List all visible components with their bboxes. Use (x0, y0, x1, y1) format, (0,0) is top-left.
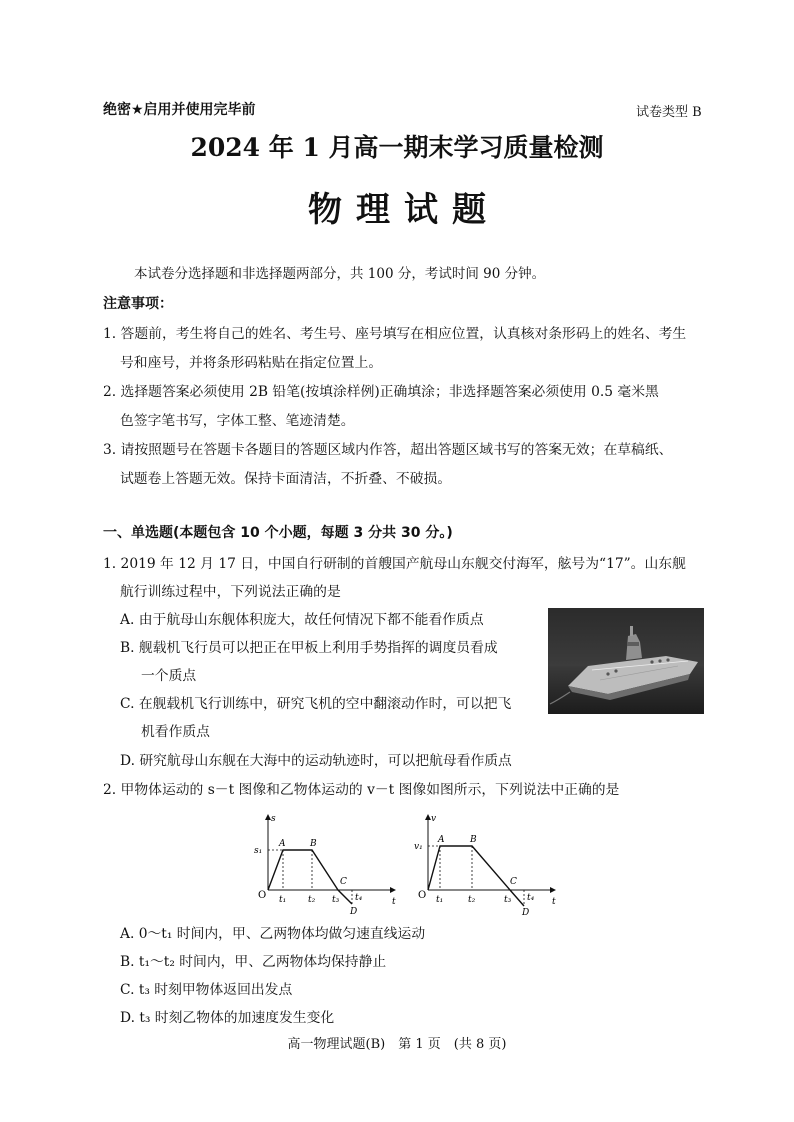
t-axis-label: t (392, 897, 396, 907)
secret-label: 绝密★启用并使用完毕前 (103, 102, 256, 118)
q2-option-d: D. t₃ 时刻乙物体的加速度发生变化 (120, 1010, 335, 1026)
point-c-label: C (340, 877, 347, 887)
v-t-graph (410, 812, 560, 916)
t4-tick-label: t₄ (527, 893, 535, 903)
notice-line: 号和座号，并将条形码粘贴在指定位置上。 (120, 355, 383, 371)
q2-stem: 2. 甲物体运动的 s－t 图像和乙物体运动的 v－t 图像如图所示，下列说法中正确的是 (103, 782, 620, 798)
t3-tick-label: t₃ (504, 895, 512, 905)
page-footer: 高一物理试题(B) 第 1 页 (共 8 页) (287, 1037, 507, 1052)
point-c-label: C (510, 877, 517, 887)
q1-option-b-cont: 一个质点 (141, 668, 197, 684)
exam-title: 2024 年 1 月高一期末学习质量检测 (190, 133, 604, 162)
q1-option-c-cont: 机看作质点 (141, 724, 210, 740)
v1-tick-label: v₁ (414, 842, 423, 852)
t4-tick-label: t₄ (355, 893, 363, 903)
point-a-label: A (438, 835, 445, 845)
s1-tick-label: s₁ (254, 846, 263, 856)
t2-tick-label: t₂ (468, 895, 476, 905)
q1-option-d: D. 研究航母山东舰在大海中的运动轨迹时，可以把航母看作质点 (120, 753, 512, 769)
t3-tick-label: t₃ (332, 895, 340, 905)
origin-label: O (418, 890, 427, 901)
t2-tick-label: t₂ (308, 895, 316, 905)
q1-stem: 1. 2019 年 12 月 17 日，中国自行研制的首艘国产航母山东舰交付海军，舷号为“17”。山东舰 (103, 556, 686, 572)
point-b-label: B (470, 835, 477, 845)
notice-line: 2. 选择题答案必须使用 2B 铅笔(按填涂样例)正确填涂；非选择题答案必须使用 0.5 毫米黑 (103, 384, 659, 400)
notice-line: 色签字笔书写，字体工整、笔迹清楚。 (120, 413, 355, 429)
q2-option-a: A. 0～t₁ 时间内，甲、乙两物体均做匀速直线运动 (120, 926, 426, 942)
v-axis-label: v (431, 814, 437, 824)
notice-heading: 注意事项： (103, 296, 173, 312)
aircraft-carrier-photo (548, 608, 704, 714)
q2-option-c: C. t₃ 时刻甲物体返回出发点 (120, 982, 293, 998)
q1-option-a: A. 由于航母山东舰体积庞大，故任何情况下都不能看作质点 (120, 612, 484, 628)
subject-title: 物理试题 (308, 190, 500, 230)
q1-stem: 航行训练过程中，下列说法正确的是 (120, 584, 341, 600)
q1-option-c: C. 在舰载机飞行训练中，研究飞机的空中翻滚动作时，可以把飞 (120, 696, 512, 712)
notice-line: 1. 答题前，考生将自己的姓名、考生号、座号填写在相应位置，认真核对条形码上的姓名、考生 (103, 326, 687, 342)
t-axis-label: t (552, 897, 556, 907)
s-axis-label: s (271, 814, 276, 824)
paper-type-label: 试卷类型 B (636, 105, 702, 120)
q2-option-b: B. t₁～t₂ 时间内，甲、乙两物体均保持静止 (120, 954, 387, 970)
notice-line: 试题卷上答题无效。保持卡面清洁，不折叠、不破损。 (120, 471, 452, 487)
q1-option-b: B. 舰载机飞行员可以把正在甲板上利用手势指挥的调度员看成 (120, 640, 498, 656)
point-d-label: D (350, 907, 358, 916)
notice-line: 3. 请按照题号在答题卡各题目的答题区域内作答，超出答题区域书写的答案无效；在草稿纸、 (103, 442, 673, 458)
intro-text: 本试卷分选择题和非选择题两部分，共 100 分，考试时间 90 分钟。 (134, 266, 546, 282)
origin-label: O (258, 890, 267, 901)
point-a-label: A (279, 839, 286, 849)
point-d-label: D (522, 908, 530, 916)
t1-tick-label: t₁ (279, 895, 287, 905)
s-t-graph (250, 812, 400, 916)
section-heading: 一、单选题(本题包含 10 个小题，每题 3 分共 30 分。) (103, 525, 453, 541)
point-b-label: B (310, 839, 317, 849)
t1-tick-label: t₁ (436, 895, 444, 905)
